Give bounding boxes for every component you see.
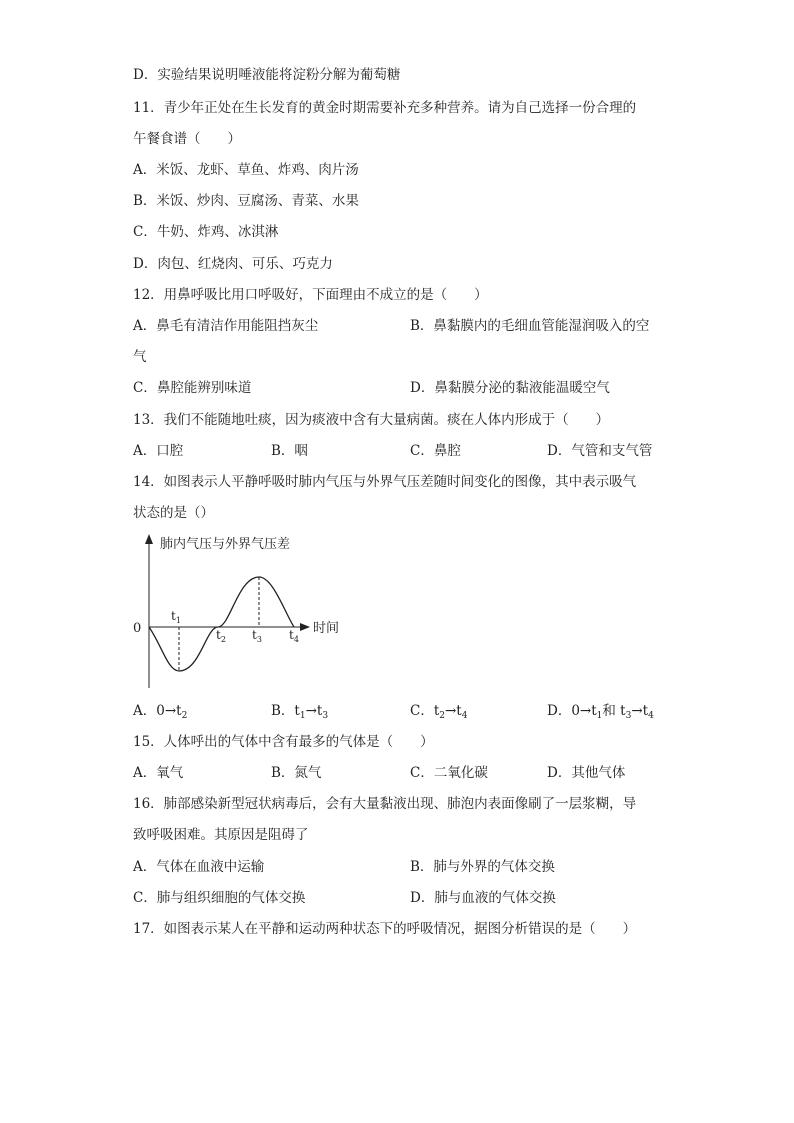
q16-option-a: A．气体在血液中运输	[133, 859, 265, 875]
q15-option-c: C．二氧化碳	[410, 765, 488, 781]
q15-option-d: D．其他气体	[547, 765, 626, 781]
q14-option-c: C．$t_2\to t_4$	[410, 703, 468, 721]
q13-stem: 13．我们不能随地吐痰，因为痰液中含有大量病菌。痰在人体内形成于（ ）	[133, 412, 610, 428]
q14-option-d: D．$0\to t_1$和 $t_3\to t_4$	[547, 703, 654, 721]
q11-option-b: B．米饭、炒肉、豆腐汤、青菜、水果	[133, 193, 359, 209]
pressure-difference-graph	[128, 528, 358, 690]
t4-label: $t_4$	[289, 628, 299, 644]
t1-label: $t_1$	[171, 609, 181, 625]
q15-option-b: B．氮气	[271, 765, 322, 781]
x-axis-arrow-icon	[300, 623, 310, 631]
q12-stem: 12．用鼻呼吸比用口呼吸好，下面理由不成立的是（ ）	[133, 287, 488, 303]
q15-stem: 15．人体呼出的气体中含有最多的气体是（ ）	[133, 734, 434, 750]
q16-stem-cont: 致呼吸困难。其原因是阻碍了	[133, 827, 309, 843]
q12-option-b: B．鼻黏膜内的毛细血管能湿润吸入的空	[410, 318, 650, 334]
q16-option-b: B．肺与外界的气体交换	[410, 859, 555, 875]
q11-stem-cont: 午餐食谱（ ）	[133, 131, 241, 147]
q11-option-d: D．肉包、红烧肉、可乐、巧克力	[133, 256, 333, 272]
q13-option-c: C．鼻腔	[410, 443, 461, 459]
q11-option-c: C．牛奶、炸鸡、冰淇淋	[133, 224, 279, 240]
q10-option-d: D．实验结果说明唾液能将淀粉分解为葡萄糖	[133, 67, 401, 83]
q16-stem: 16．肺部感染新型冠状病毒后，会有大量黏液出现、肺泡内表面像刷了一层浆糊，导	[133, 796, 637, 812]
q16-option-c: C．肺与组织细胞的气体交换	[133, 890, 306, 906]
q11-option-a: A．米饭、龙虾、草鱼、炸鸡、肉片汤	[133, 162, 359, 178]
q11-stem: 11．青少年正处在生长发育的黄金时期需要补充多种营养。请为自己选择一份合理的	[133, 100, 637, 116]
y-axis-arrow-icon	[145, 534, 153, 544]
q15-option-a: A．氧气	[133, 765, 184, 781]
q14-option-a: A．$0\to t_2$	[133, 703, 188, 721]
q14-option-b: B．$t_1\to t_3$	[271, 703, 329, 721]
q12-option-b-cont: 气	[133, 349, 147, 365]
q13-option-a: A．口腔	[133, 443, 184, 459]
q14-stem: 14．如图表示人平静呼吸时肺内气压与外界气压差随时间变化的图像，其中表示吸气	[133, 474, 637, 490]
q12-option-a: A．鼻毛有清洁作用能阻挡灰尘	[133, 318, 319, 334]
t3-label: $t_3$	[252, 628, 262, 644]
q12-option-c: C．鼻腔能辨别味道	[133, 380, 252, 396]
origin-label: 0	[133, 621, 142, 636]
y-axis-label: 肺内气压与外界气压差	[160, 537, 291, 552]
q17-stem: 17．如图表示某人在平静和运动两种状态下的呼吸情况，据图分析错误的是（ ）	[133, 921, 637, 937]
q12-option-d: D．鼻黏膜分泌的黏液能温暖空气	[410, 380, 610, 396]
q13-option-d: D．气管和支气管	[547, 443, 653, 459]
q16-option-d: D．肺与血液的气体交换	[410, 890, 556, 906]
pressure-curve	[149, 577, 294, 671]
q13-option-b: B．咽	[271, 443, 308, 459]
q14-stem-cont: 状态的是（）	[133, 505, 214, 521]
t2-label: $t_2$	[216, 628, 226, 644]
x-axis-label: 时间	[313, 621, 340, 636]
